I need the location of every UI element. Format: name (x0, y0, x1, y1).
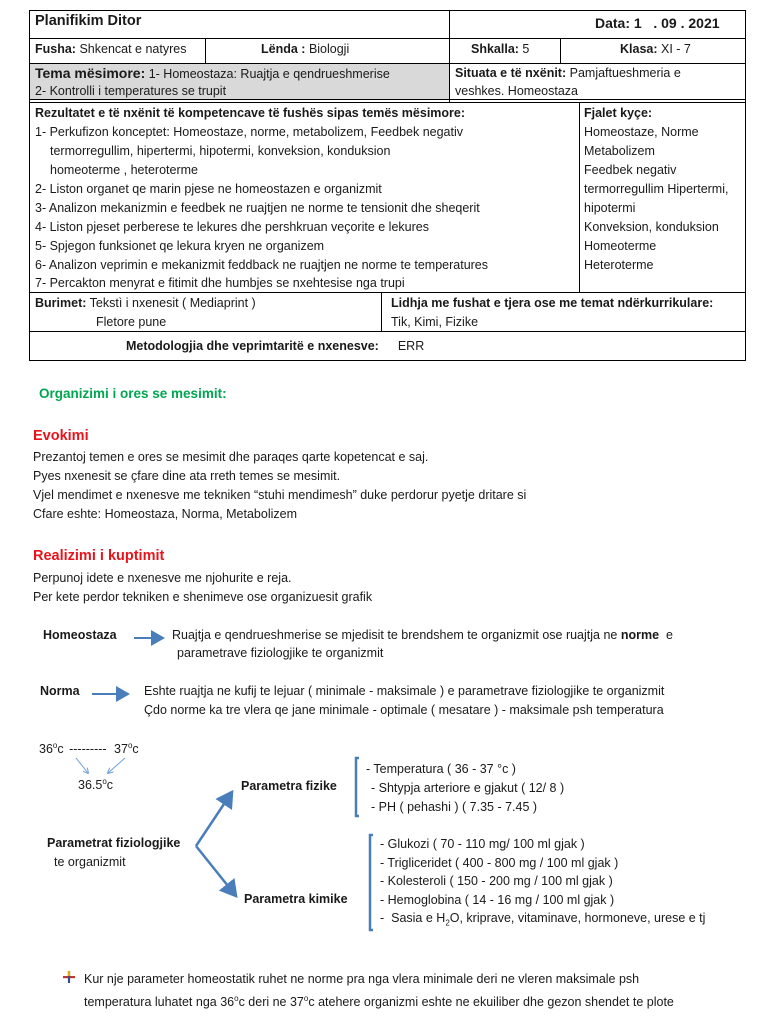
fjale-7: Homeoterme (584, 239, 657, 253)
evokimi-line-4: Cfare eshte: Homeostaza, Norma, Metabolizem (33, 507, 297, 521)
kimike-item-hemoglobina: - Hemoglobina ( 14 - 16 mg / 100 ml gjak ) (380, 892, 615, 907)
parametrat-label-1: Parametrat fiziologjike (47, 836, 181, 850)
norma-def-1: Eshte ruajtja ne kufij te lejuar ( minimale - maksimale ) e parametrave fiziologjike te organizmit (144, 684, 665, 698)
temp-arrow-left (76, 758, 88, 773)
fjalet-heading: Fjalet kyçe: (584, 106, 653, 120)
fjale-1: Homeostaze, Norme (584, 125, 699, 139)
organizimi-heading: Organizimi i ores se mesimit: (39, 386, 227, 401)
note-line-2a: temperatura luhatet nga 36 (84, 995, 235, 1010)
homeostaza-def-2: parametrave fiziologjike te organizmit (177, 646, 384, 660)
rezultati-3: 3- Analizon mekanizmin e feedbek ne ruajtjen ne norme te tensionit dhe sheqerit (35, 201, 480, 215)
metodologjia-label: Metodologjia dhe veprimtaritë e nxenesve: (126, 339, 379, 353)
date-value: 1 . 09 . 2021 (633, 15, 720, 31)
fizike-item-shtypja: - Shtypja arteriore e gjakut ( 12/ 8 ) (371, 781, 565, 795)
parametra-kimike-label: Parametra kimike (244, 892, 348, 906)
metodologjia-value: ERR (397, 339, 425, 353)
lenda-label: Lënda : (261, 42, 306, 56)
evokimi-line-2: Pyes nxenesit se çfare dine ata rreth temes se mesimit. (33, 469, 341, 483)
temp-mid-value: 36.5 (78, 778, 103, 793)
homeostaza-def-1a: Ruajtja e qendrueshmerise se mjedisit te brendshem te organizmit ose ruajtja ne (172, 628, 621, 642)
rezultati-5: 5- Spjegon funksionet qe lekura kryen ne organizem (35, 239, 325, 253)
situata-label: Situata e të nxënit: (455, 66, 567, 80)
fizike-item-temperatura: - Temperatura ( 36 - 37 °c ) (366, 762, 516, 776)
shkalla-value: 5 (522, 42, 530, 56)
tema-line-1: 1- Homeostaza: Ruajtja e qendrueshmerise (148, 67, 390, 81)
note-line-2b: c deri ne 37 (238, 995, 304, 1010)
temp-min-unit: c (57, 742, 64, 757)
parametrat-label-2: te organizmit (54, 855, 126, 869)
rezultati-4: 4- Liston pjeset perberese te lekures dhe pershkruan veçorite e lekures (35, 220, 429, 234)
homeostaza-def-norme: norme (620, 628, 660, 642)
fjale-2: Metabolizem (584, 144, 655, 158)
kimike-item-glukozi: - Glukozi ( 70 - 110 mg/ 100 ml gjak ) (380, 837, 585, 851)
kimike-bracket (370, 835, 373, 930)
temp-arrow-right (108, 758, 125, 773)
fjale-8: Heteroterme (584, 258, 654, 272)
fusha-value: Shkencat e natyres (79, 42, 187, 56)
fusha-label: Fusha: (35, 42, 76, 56)
rezultati-7: 7- Percakton menyrat e fitimit dhe humbjes se nxehtesise nga trupi (35, 276, 405, 290)
lidhja-label: Lidhja me fushat e tjera ose me temat ndërkurrikulare: (391, 296, 714, 310)
klasa-label: Klasa: (620, 42, 658, 56)
temp-max-sup: o (127, 741, 133, 750)
rezultati-2: 2- Liston organet qe marin pjese ne homeostazen e organizmit (35, 182, 382, 196)
temp-max-value: 37 (114, 742, 128, 757)
fjale-4: termorregullim Hipertermi, (584, 182, 729, 196)
page-title: Planifikim Ditor (35, 13, 142, 29)
rezultatet-heading: Rezultatet e të nxënit të kompetencave të fushës sipas temës mësimore: (35, 106, 466, 120)
fizike-item-ph: - PH ( pehashi ) ( 7.35 - 7.45 ) (371, 800, 538, 814)
rezultati-1b: termorregullim, hipertermi, hipotermi, konveksion, konduksion (50, 144, 391, 158)
note-line-1: Kur nje parameter homeostatik ruhet ne norme pra nga vlera minimale deri ne vleren maksimale psh (84, 972, 640, 986)
situata-value-2: veshkes. Homeostaza (455, 84, 578, 98)
tema-line-2: 2- Kontrolli i temperatures se trupit (35, 84, 227, 98)
temp-mid-unit: c (106, 778, 114, 793)
note-sup-1: o (234, 994, 239, 1003)
fjale-6: Konveksion, konduksion (584, 220, 719, 234)
fizike-bracket (356, 758, 359, 816)
lidhja-value: Tik, Kimi, Fizike (391, 315, 479, 329)
rezultati-6: 6- Analizon veprimin e mekanizmit feddback ne ruajtjen ne norme te temperatures (35, 258, 489, 272)
homeostaza-def-1c: e (659, 628, 673, 642)
burimet-label: Burimet: (35, 296, 87, 310)
kimike-item-kolesteroli: - Kolesteroli ( 150 - 200 mg / 100 ml gjak ) (380, 874, 613, 888)
fjale-5: hipotermi (584, 201, 636, 215)
tema-label: Tema mësimore: (35, 65, 146, 81)
parametra-fizike-label: Parametra fizike (241, 779, 337, 793)
fjale-3: Feedbek negativ (584, 163, 677, 177)
homeostaza-term: Homeostaza (43, 628, 117, 642)
shkalla-label: Shkalla: (471, 42, 519, 56)
lenda-value: Biologji (308, 42, 350, 56)
rezultati-1c: homeoterme , heteroterme (50, 163, 198, 177)
realizimi-line-1: Perpunoj idete e nxenesve me njohurite e reja. (33, 571, 292, 585)
burimet-line-2: Fletore pune (96, 315, 167, 329)
situata-value-1: Pamjaftueshmeria e (569, 66, 681, 80)
evokimi-line-3: Vjel mendimet e nxenesve me tekniken “stuhi mendimesh” duke perdorur pyetje dritare si (33, 488, 527, 502)
realizimi-heading: Realizimi i kuptimit (33, 548, 165, 564)
kimike-branch-arrow (196, 846, 236, 896)
evokimi-line-1: Prezantoj temen e ores se mesimit dhe paraqes qarte kopetencat e saj. (33, 450, 429, 464)
temp-min-value: 36 (39, 742, 53, 757)
evokimi-heading: Evokimi (33, 428, 89, 444)
kimike-item-trigliceridet: - Trigliceridet ( 400 - 800 mg / 100 ml gjak ) (380, 855, 619, 870)
note-sup-2: o (303, 994, 309, 1003)
note-line-2c: c atehere organizmi eshte ne ekuiliber dhe gezon shendet te plote (308, 995, 674, 1010)
temp-min-sup: o (52, 741, 58, 750)
rezultati-1: 1- Perkufizon konceptet: Homeostaze, norme, metabolizem, Feedbek negativ (35, 125, 463, 139)
temp-dashes: --------- (69, 742, 107, 757)
temp-max-unit: c (132, 742, 139, 757)
fizike-branch-arrow (196, 792, 232, 846)
burimet-line-1: Tekstì i nxenesit ( Mediaprint ) (89, 296, 256, 310)
klasa-value: XI - 7 (661, 42, 691, 56)
norma-term: Norma (40, 684, 80, 698)
date-label: Data: (595, 15, 631, 31)
norma-def-2: Çdo norme ka tre vlera qe jane minimale - optimale ( mesatare ) - maksimale psh temperatura (144, 703, 664, 717)
kimike-sasia-sub: 2 (445, 918, 450, 928)
kimike-sasia-b: O, kriprave, vitaminave, hormoneve, urese e tj (449, 911, 706, 925)
realizimi-line-2: Per kete perdor tekniken e shenimeve ose organizuesit grafik (33, 590, 373, 604)
temp-mid-sup: o (102, 777, 107, 786)
kimike-sasia-a: - Sasia e H (380, 911, 446, 925)
